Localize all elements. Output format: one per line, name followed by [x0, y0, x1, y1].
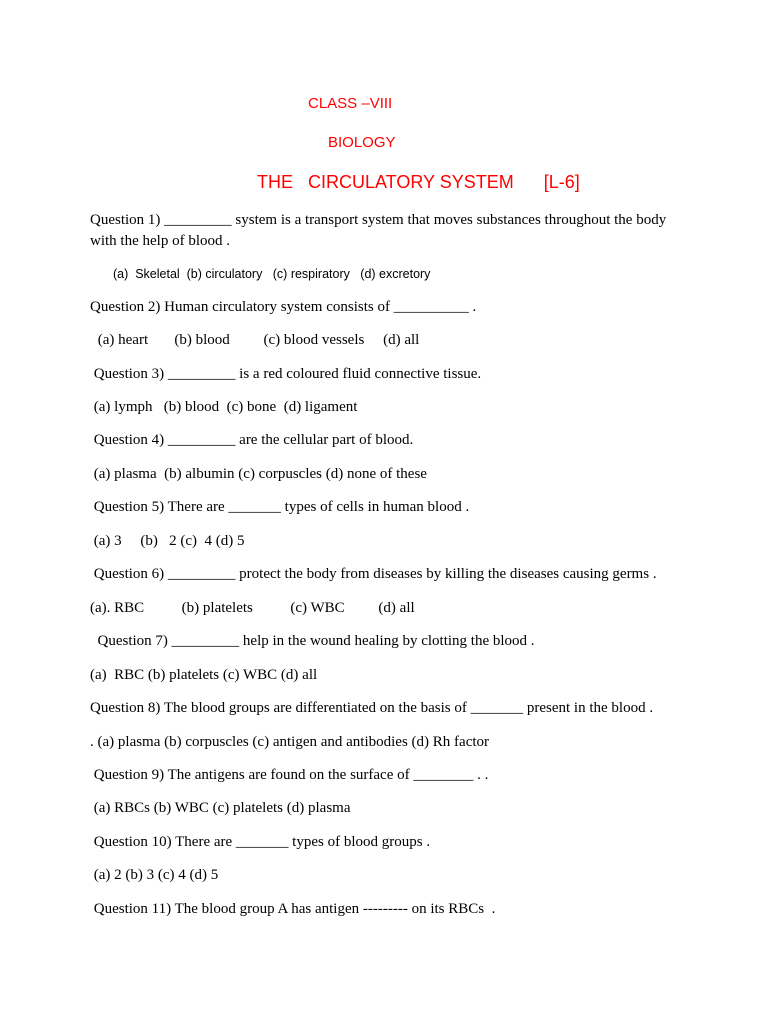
question-8-text: Question 8) The blood groups are differentiated on the basis of _______ present in the blood .	[90, 700, 654, 716]
class-heading: CLASS –VIII	[308, 95, 393, 112]
question-2-options: (a) heart (b) blood (c) blood vessels (d) all	[94, 332, 420, 348]
question-7-text: Question 7) _________ help in the wound healing by clotting the blood .	[90, 633, 535, 649]
question-5-text: Question 5) There are _______ types of cells in human blood .	[90, 499, 470, 515]
question-1-text-line-1: Question 1) _________ system is a transport system that moves substances throughout the body	[90, 212, 667, 228]
chapter-title: THE CIRCULATORY SYSTEM [L-6]	[257, 172, 580, 192]
question-5-options: (a) 3 (b) 2 (c) 4 (d) 5	[90, 533, 245, 549]
question-6-text: Question 6) _________ protect the body from diseases by killing the diseases causing germs .	[90, 566, 657, 582]
question-3-text: Question 3) _________ is a red coloured fluid connective tissue.	[90, 366, 482, 382]
question-4-text: Question 4) _________ are the cellular part of blood.	[90, 432, 414, 448]
question-9-options: (a) RBCs (b) WBC (c) platelets (d) plasma	[90, 800, 351, 816]
question-1-text-line-2: with the help of blood .	[90, 233, 230, 249]
question-3-options: (a) lymph (b) blood (c) bone (d) ligament	[90, 399, 358, 415]
question-2-text: Question 2) Human circulatory system consists of __________ .	[90, 299, 477, 315]
question-6-options: (a). RBC (b) platelets (c) WBC (d) all	[90, 600, 415, 616]
question-11-text: Question 11) The blood group A has antigen --------- on its RBCs .	[90, 901, 496, 917]
question-10-options: (a) 2 (b) 3 (c) 4 (d) 5	[90, 867, 219, 883]
question-4-options: (a) plasma (b) albumin (c) corpuscles (d) none of these	[90, 466, 427, 482]
question-8-options: . (a) plasma (b) corpuscles (c) antigen and antibodies (d) Rh factor	[90, 734, 490, 750]
question-9-text: Question 9) The antigens are found on the surface of ________ . .	[90, 767, 489, 783]
question-7-options: (a) RBC (b) platelets (c) WBC (d) all	[90, 667, 318, 683]
question-1-options: (a) Skeletal (b) circulatory (c) respiratory (d) excretory	[113, 267, 431, 281]
question-10-text: Question 10) There are _______ types of blood groups .	[90, 834, 431, 850]
subject-heading: BIOLOGY	[328, 134, 396, 151]
